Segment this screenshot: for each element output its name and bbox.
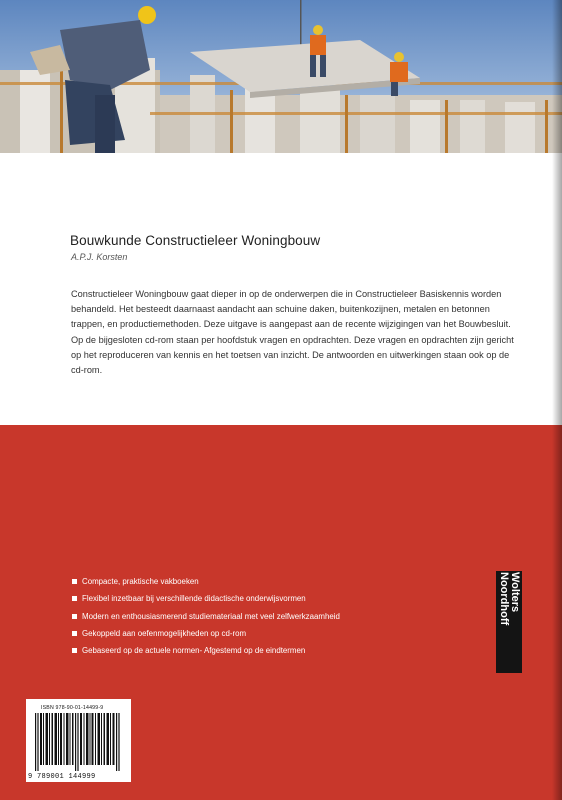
list-item-label: Flexibel inzetbaar bij verschillende didactische onderwijsvormen <box>82 594 306 604</box>
page-edge-shadow <box>552 0 562 800</box>
publisher-logo <box>496 571 522 673</box>
list-item-label: Gebaseerd op de actuele normen- Afgestemd op de eindtermen <box>82 646 306 656</box>
list-item-label: Gekoppeld aan oefenmogelijkheden op cd-rom <box>82 628 247 638</box>
list-item <box>72 594 340 611</box>
barcode-icon <box>35 713 123 771</box>
bullet-square-icon <box>72 614 77 619</box>
construction-photo <box>0 0 562 153</box>
list-item <box>72 577 340 594</box>
list-item-label: Compacte, praktische vakboeken <box>82 577 199 586</box>
publisher-logo-text <box>498 572 520 672</box>
barcode-label <box>26 699 131 782</box>
blurb-text: Constructieleer Woningbouw gaat dieper in op de onderwerpen die in Constructieleer Basiskennis worden behandeld. Het besteedt daarnaast aandacht aan schuine daken, buitenkozijnen, metalen en betonnen trappen, en productiemethoden. Deze uitgave is aangepast aan de recente wijzigingen van het Bouwbesluit. Op de bijgesloten cd-rom staan per hoofdstuk vragen en opdrachten. Deze vragen en opdrachten zijn gericht op het reproduceren van kennis en het toetsen van inzicht. De antwoorden en uitwerkingen staan ook op de cd-rom. <box>71 289 514 376</box>
book-title: Bouwkunde Constructieleer Woningbouw <box>70 233 321 248</box>
list-item <box>72 646 340 663</box>
list-item <box>72 612 340 629</box>
bullet-square-icon <box>72 648 77 653</box>
author-name: A.P.J. Korsten <box>71 252 128 262</box>
publisher-name-line1: Wolters <box>509 572 521 613</box>
bullet-square-icon <box>72 596 77 601</box>
isbn-text: ISBN 978-90-01-14499-9 <box>41 705 104 711</box>
feature-list <box>72 577 340 663</box>
bullet-square-icon <box>72 631 77 636</box>
list-item <box>72 629 340 646</box>
barcode-digits: 9 789001 144999 <box>28 773 96 781</box>
bullet-square-icon <box>72 579 77 584</box>
publisher-name-line2: Noordhoff <box>498 572 510 626</box>
list-item-label: Modern en enthousiasmerend studiemateriaal met veel zelfwerkzaamheid <box>82 611 340 621</box>
